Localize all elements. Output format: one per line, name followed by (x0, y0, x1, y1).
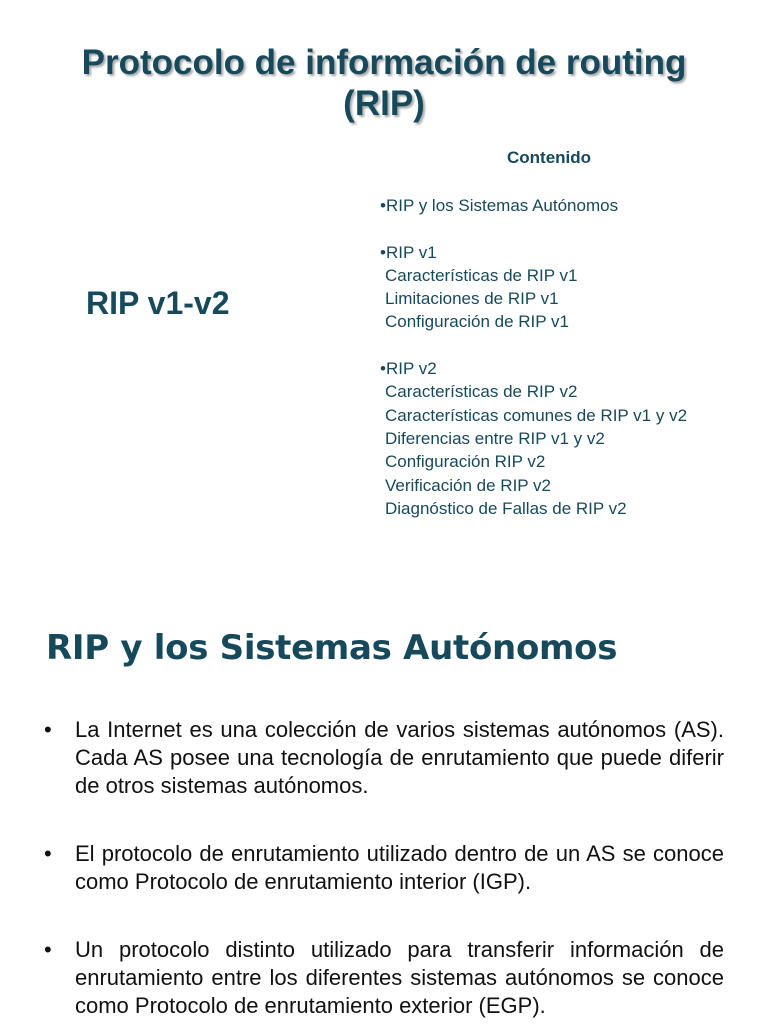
contents-item-rip-v1: •RIP v1 (380, 242, 437, 262)
contents-item-rip-as: •RIP y los Sistemas Autónomos (380, 196, 619, 215)
slide-subtitle: RIP v1-v2 (86, 285, 230, 321)
bullet-item (44, 840, 724, 896)
main-title-line-1: Protocolo de información de routing (81, 43, 687, 82)
bullet-item (44, 936, 724, 1020)
contents-subitem: Diagnóstico de Fallas de RIP v2 (385, 498, 627, 518)
bullet-marker: • (44, 841, 52, 866)
bullet-marker: • (44, 717, 52, 742)
contents-heading: Contenido (507, 148, 592, 167)
section-title: RIP y los Sistemas Autónomos (46, 628, 618, 668)
main-title (20, 42, 748, 124)
contents-item-rip-v2: •RIP v2 (380, 359, 437, 379)
contents-subitem: Configuración RIP v2 (385, 452, 546, 472)
contents-subitem: Limitaciones de RIP v1 (385, 289, 559, 309)
bullet-text: La Internet es una colección de varios sistemas autónomos (AS). Cada AS posee una tecnología de enrutamiento que puede diferir de otros sistemas autónomos. (75, 717, 724, 798)
contents-subitem: Configuración de RIP v1 (385, 312, 569, 332)
bullet-list (44, 716, 724, 1020)
bullet-text: El protocolo de enrutamiento utilizado dentro de un AS se conoce como Protocolo de enrutamiento interior (IGP). (75, 841, 724, 894)
content-slide (0, 600, 768, 1024)
contents-subitem: Verificación de RIP v2 (385, 475, 551, 495)
bullet-text: Un protocolo distinto utilizado para transferir información de enrutamiento entre los diferentes sistemas autónomos se conoce como Protocolo de enrutamiento exterior (EGP). (75, 937, 724, 1018)
contents-subitem: Características de RIP v1 (385, 265, 578, 285)
contents-subitem: Características de RIP v2 (385, 382, 578, 402)
bullet-item (44, 716, 724, 800)
contents-spacer (380, 334, 760, 357)
contents-subitem: Diferencias entre RIP v1 y v2 (385, 428, 605, 448)
contents-spacer (380, 217, 760, 240)
bullet-marker: • (44, 937, 52, 962)
contents-subitem: Características comunes de RIP v1 y v2 (385, 405, 688, 425)
contents-list (380, 194, 760, 520)
main-title-line-2: (RIP) (343, 84, 425, 123)
